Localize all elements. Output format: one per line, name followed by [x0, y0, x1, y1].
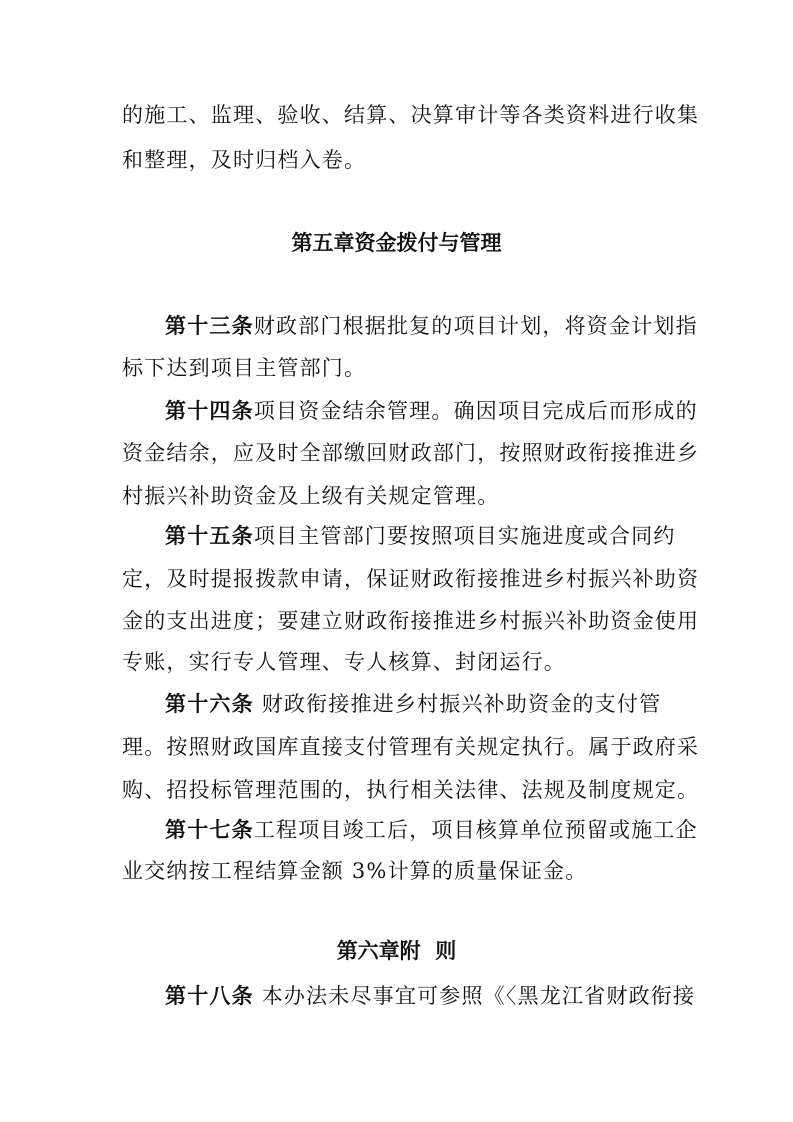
article-line: [165, 689, 682, 719]
article-label: 第十六条: [165, 692, 254, 716]
body-line: 标下达到项目主管部门。: [122, 356, 367, 380]
body-line: 理。按照财政国库直接支付管理有关规定执行。属于政府采: [122, 735, 700, 759]
body-line: 专账，实行专人管理、专人核算、封闭运行。: [122, 650, 566, 674]
article-label: 第十五条: [165, 524, 254, 548]
article-line: [165, 311, 698, 341]
article-label: 第十三条: [165, 314, 254, 338]
body-line: 业交纳按工程结算金额 3%计算的质量保证金。: [122, 859, 588, 883]
article-line: [165, 815, 698, 845]
article-text: 项目资金结余管理。确因项目完成后而形成的: [253, 399, 698, 423]
article-text: 本办法未尽事宜可参照《〈黑龙江省财政衔接: [253, 984, 696, 1008]
chapter-heading: 第六章附 则: [336, 939, 457, 963]
article-label: 第十七条: [165, 818, 254, 842]
article-text: 财政部门根据批复的项目计划，将资金计划指: [253, 314, 698, 338]
body-line: 村振兴补助资金及上级有关规定管理。: [122, 484, 500, 508]
chapter-heading: 第五章资金拨付与管理: [291, 231, 502, 255]
body-line: 和整理，及时归档入卷。: [122, 148, 367, 172]
article-label: 第十四条: [165, 399, 254, 423]
body-line: 金的支出进度；要建立财政衔接推进乡村振兴补助资金使用: [122, 609, 700, 633]
article-line: [165, 396, 698, 426]
article-label: 第十八条: [165, 984, 254, 1008]
body-line: 购、招投标管理范围的，执行相关法律、法规及制度规定。: [122, 778, 700, 802]
article-text: 项目主管部门要按照项目实施进度或合同约: [253, 524, 676, 548]
body-line: 定，及时提报拨款申请，保证财政衔接推进乡村振兴补助资: [122, 567, 700, 591]
article-line: [165, 521, 682, 551]
article-text: 财政衔接推进乡村振兴补助资金的支付管: [253, 692, 662, 716]
body-line: 的施工、监理、验收、结算、决算审计等各类资料进行收集: [122, 103, 700, 127]
article-text: 工程项目竣工后，项目核算单位预留或施工企: [253, 818, 698, 842]
article-line: [165, 981, 696, 1011]
body-line: 资金结余，应及时全部缴回财政部门，按照财政衔接推进乡: [122, 441, 700, 465]
